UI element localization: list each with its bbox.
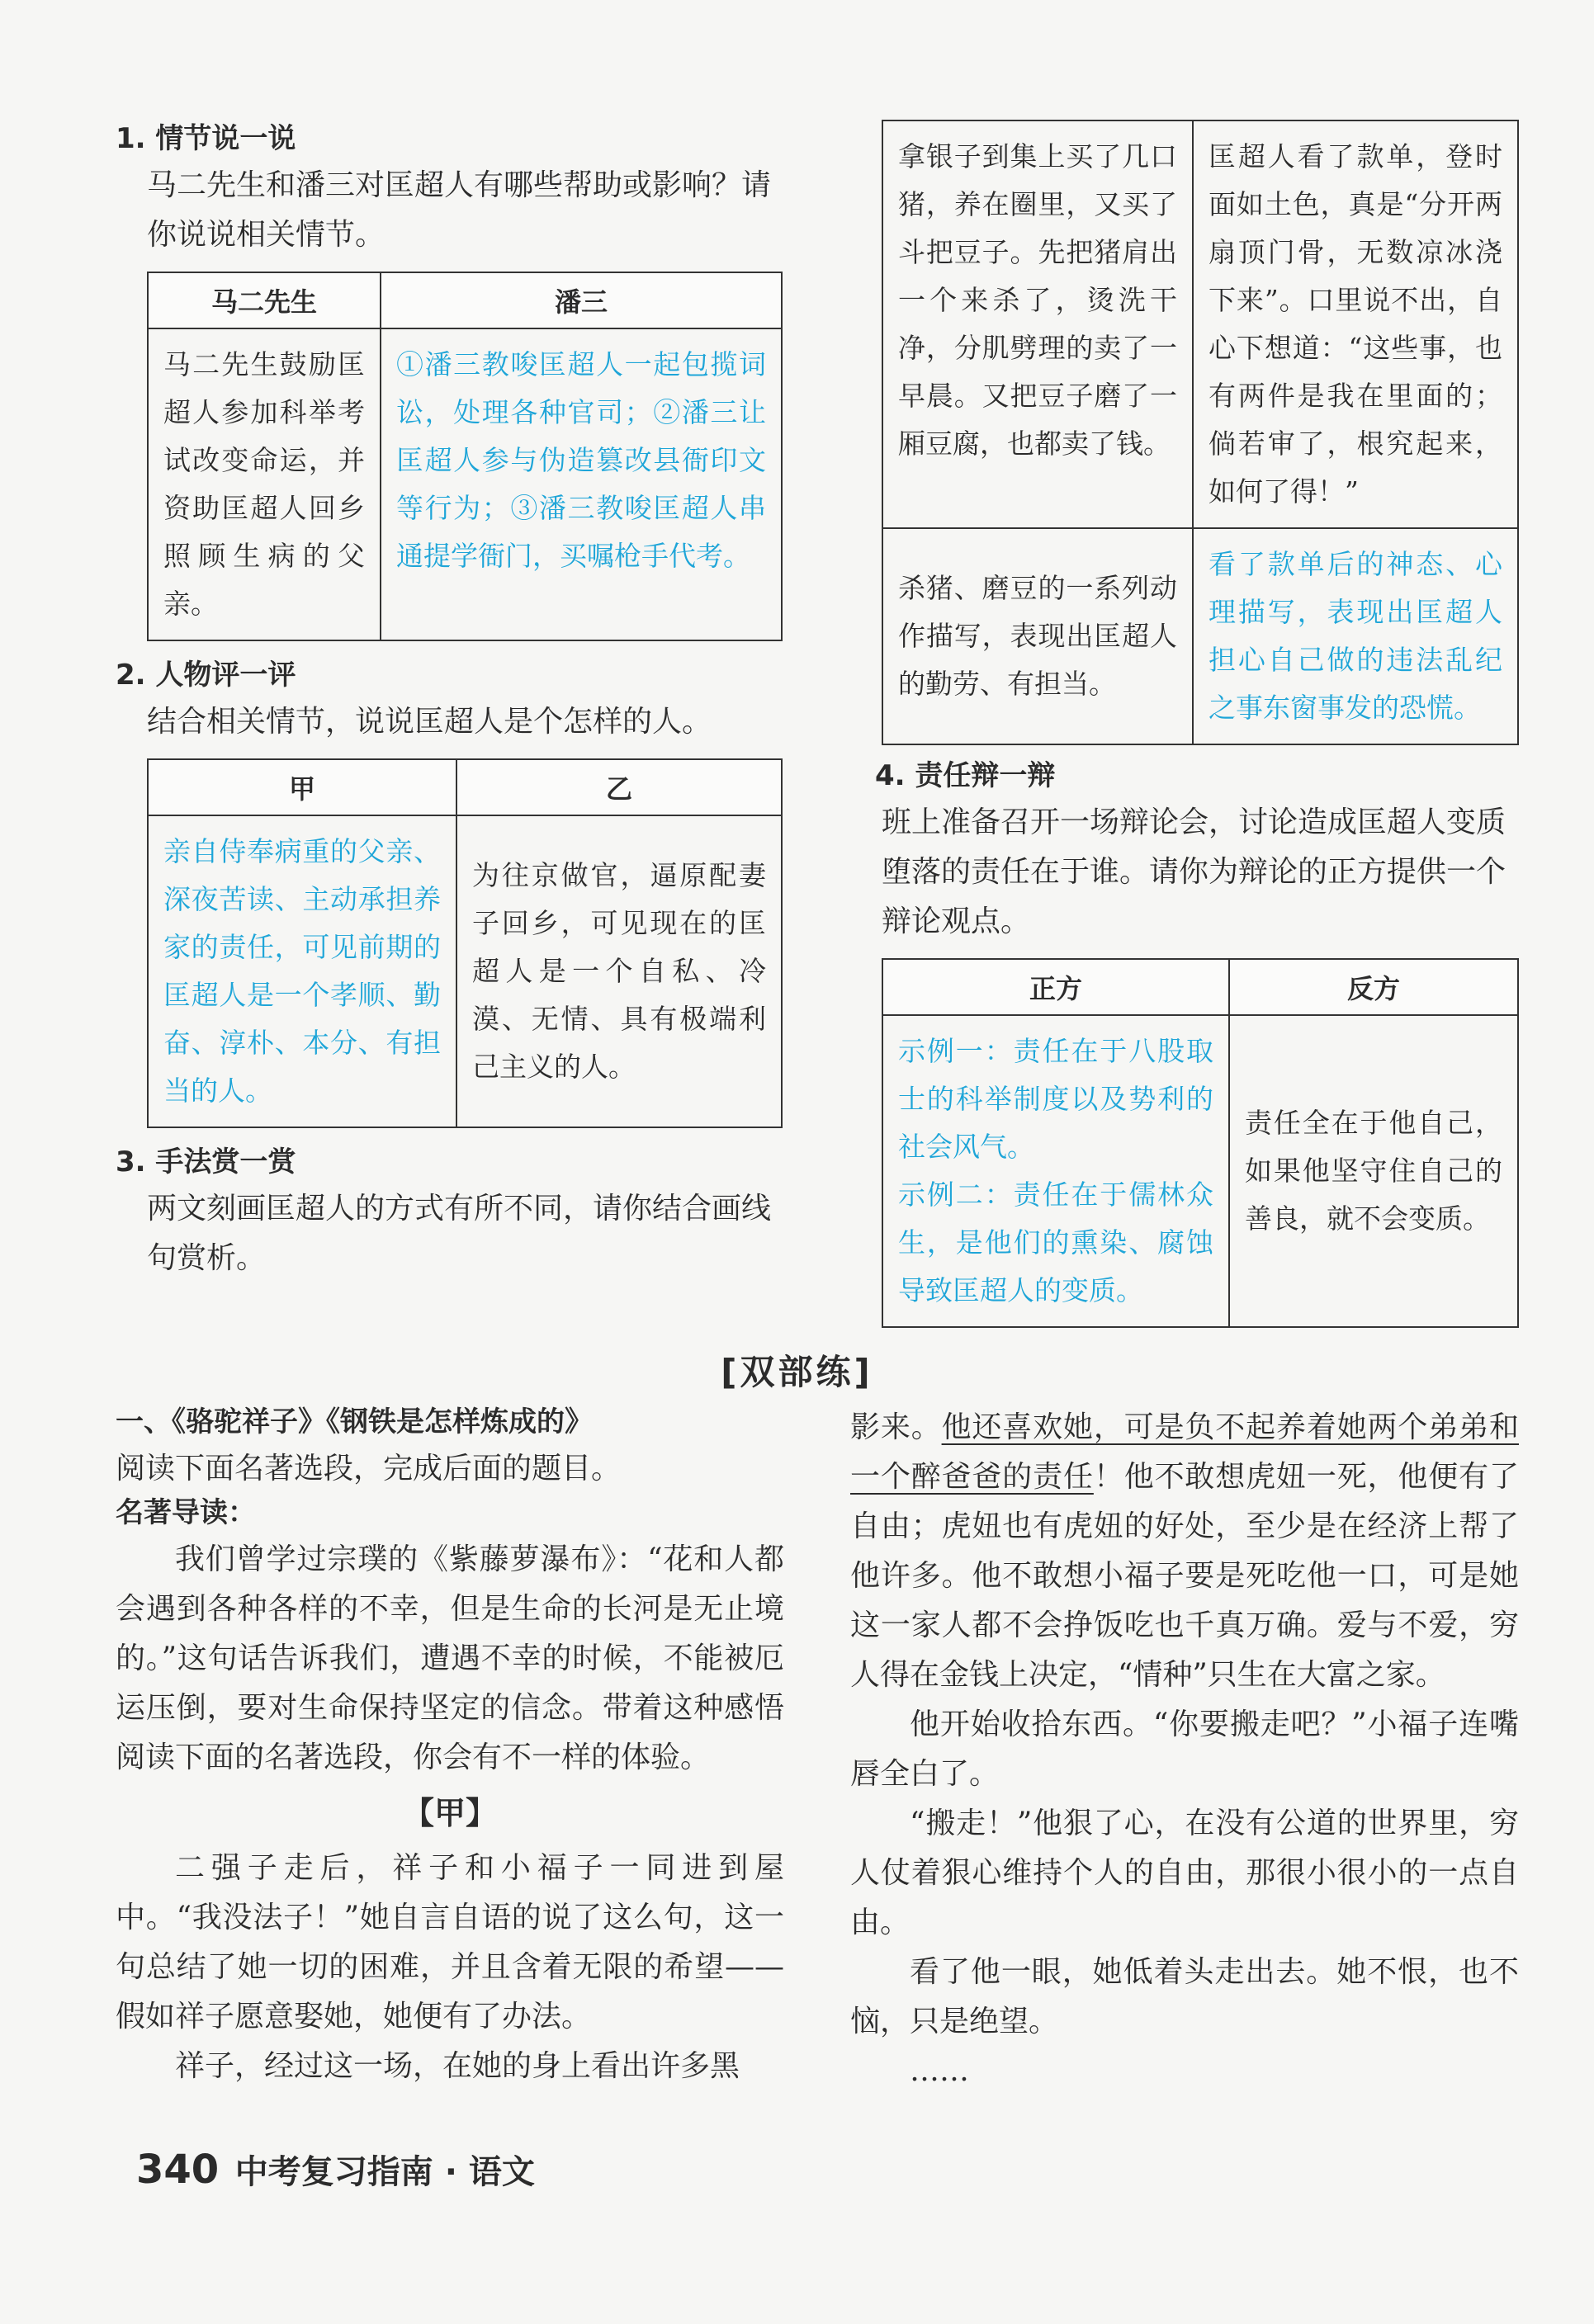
q1-table: [147, 272, 783, 641]
q3-cell-analysis-a: 杀猪、磨豆的一系列动作描写，表现出匡超人的勤劳、有担当。: [882, 528, 1193, 744]
q4-cell-con: 责任全在于他自己，如果他坚守住自己的善良，就不会变质。: [1229, 1015, 1518, 1327]
q2-heading: 2. 人物评一评: [116, 659, 296, 692]
q4-cell-pro-answer: [882, 1015, 1229, 1327]
part1-heading: 一、《骆驼祥子》《钢铁是怎样炼成的》: [116, 1405, 593, 1438]
q2-cell-yi: 为往京做官，逼原配妻子回乡，可见现在的匡超人是一个自私、冷漠、无情、具有极端利己主义的人。: [456, 815, 782, 1127]
q4-example-1: 示例一：责任在于八股取士的科举制度以及势利的社会风气。: [898, 1035, 1213, 1163]
ellipsis: ……: [910, 2054, 969, 2088]
q4-col-header-pro: 正方: [882, 959, 1229, 1015]
q1-col-header-2: 潘三: [381, 272, 782, 328]
q3-cell-analysis-b-answer: 看了款单后的神态、心理描写，表现出匡超人担心自己做的违法乱纪之事东窗事发的恐慌。: [1193, 528, 1518, 744]
page-number: 340: [136, 2147, 220, 2193]
excerpt-paragraph-4: “搬走！”他狠了心，在没有公道的世界里，穷人仗着狠心维持个人的自由，那很小很小的一点自由。: [850, 1807, 1519, 1939]
q4-table: [882, 958, 1519, 1328]
q4-question: 班上准备召开一场辩论会，讨论造成匡超人变质堕落的责任在于谁。请你为辩论的正方提供一个辩论观点。: [882, 805, 1506, 938]
q2-table: [147, 758, 783, 1128]
q3-cell-text-b: 匡超人看了款单，登时面如土色，真是“分开两扇顶门骨，无数凉冰浇下来”。口里说不出，自心下想道：“这些事，也有两件是我在里面的；倘若审了，根究起来，如何了得！”: [1193, 120, 1518, 528]
excerpt-paragraph-1: 二强子走后，祥子和小福子一同进到屋中。“我没法子！”她自言自语的说了这么句，这一句总结了她一切的困难，并且含着无限的希望——假如祥子愿意娶她，她便有了办法。: [116, 1851, 784, 2034]
q4-example-2: 示例二：责任在于儒林众生，是他们的熏染、腐蚀导致匡超人的变质。: [898, 1179, 1213, 1306]
continuation-rest: ！他不敢想虎妞一死，他便有了自由；虎妞也有虎妞的好处，至少是在经济上帮了他许多。他不敢想小福子要是死吃他一口，可是她这一家人都不会挣饭吃也千真万确。爱与不爱，穷人得在金钱上决定，“情种”只生在大富之家。: [850, 1460, 1519, 1692]
q1-cell-ma: 马二先生鼓励匡超人参加科举考试改变命运，并资助匡超人回乡照顾生病的父亲。: [148, 328, 381, 640]
q1-question: 马二先生和潘三对匡超人有哪些帮助或影响？请你说说相关情节。: [147, 168, 772, 252]
q3-question: 两文刻画匡超人的方式有所不同，请你结合画线句赏析。: [147, 1192, 772, 1275]
page-footer: [136, 2146, 535, 2193]
q1-cell-pan-answer: ①潘三教唆匡超人一起包揽词讼，处理各种官司；②潘三让匡超人参与伪造篡改县衙印文等行为；③潘三教唆匡超人串通提学衙门，买嘱枪手代考。: [381, 328, 782, 640]
q3-table: [882, 120, 1519, 745]
guide-text: 我们曾学过宗璞的《紫藤萝瀑布》：“花和人都会遇到各种各样的不幸，但是生命的长河是无止境的。”这句话告诉我们，遭遇不幸的时候，不能被厄运压倒，要对生命保持坚定的信念。带着这种感悟阅读下面的名著选段，你会有不一样的体验。: [116, 1542, 784, 1774]
q4-heading: 4. 责任辩一辩: [875, 759, 1056, 792]
left-column: [116, 120, 784, 1283]
q3-heading: 3. 手法赏一赏: [116, 1145, 296, 1179]
underlined-sentence: 他还喜欢她，可是负不起养着她两个弟弟和一个醉爸爸的责任: [850, 1410, 1519, 1494]
excerpt-label-jia: 【甲】: [402, 1795, 497, 1831]
reading-left: [116, 1403, 784, 2091]
excerpt-paragraph-5: 看了他一眼，她低着头走出去。她不恨，也不恼，只是绝望。: [850, 1955, 1519, 2038]
q2-col-header-jia: 甲: [148, 759, 456, 815]
excerpt-continuation: [850, 1403, 1519, 1700]
section-title: [双部练]: [721, 1352, 873, 1392]
q2-question: 结合相关情节，说说匡超人是个怎样的人。: [147, 705, 712, 739]
book-title: 中考复习指南 · 语文: [234, 2153, 535, 2191]
right-column: [875, 120, 1519, 1328]
reading-right: [850, 1403, 1519, 2096]
q1-heading: 1. 情节说一说: [116, 122, 296, 155]
q2-col-header-yi: 乙: [456, 759, 782, 815]
q4-col-header-con: 反方: [1229, 959, 1518, 1015]
part1-instruction: 阅读下面名著选段，完成后面的题目。: [116, 1452, 622, 1486]
continuation-start: 影来。: [850, 1410, 942, 1444]
excerpt-paragraph-3: 他开始收拾东西。“你要搬走吧？”小福子连嘴唇全白了。: [850, 1708, 1519, 1791]
q2-cell-jia-answer: 亲自侍奉病重的父亲、深夜苦读、主动承担养家的责任，可见前期的匡超人是一个孝顺、勤奋、淳朴、本分、有担当的人。: [148, 815, 456, 1127]
excerpt-paragraph-2: 祥子，经过这一场，在她的身上看出许多黑: [175, 2049, 740, 2083]
q3-cell-text-a: 拿银子到集上买了几口猪，养在圈里，又买了斗把豆子。先把猪肩出一个来杀了，烫洗干净，分肌劈理的卖了一早晨。又把豆子磨了一厢豆腐，也都卖了钱。: [882, 120, 1193, 528]
q1-col-header-1: 马二先生: [148, 272, 381, 328]
guide-label: 名著导读：: [116, 1496, 256, 1529]
